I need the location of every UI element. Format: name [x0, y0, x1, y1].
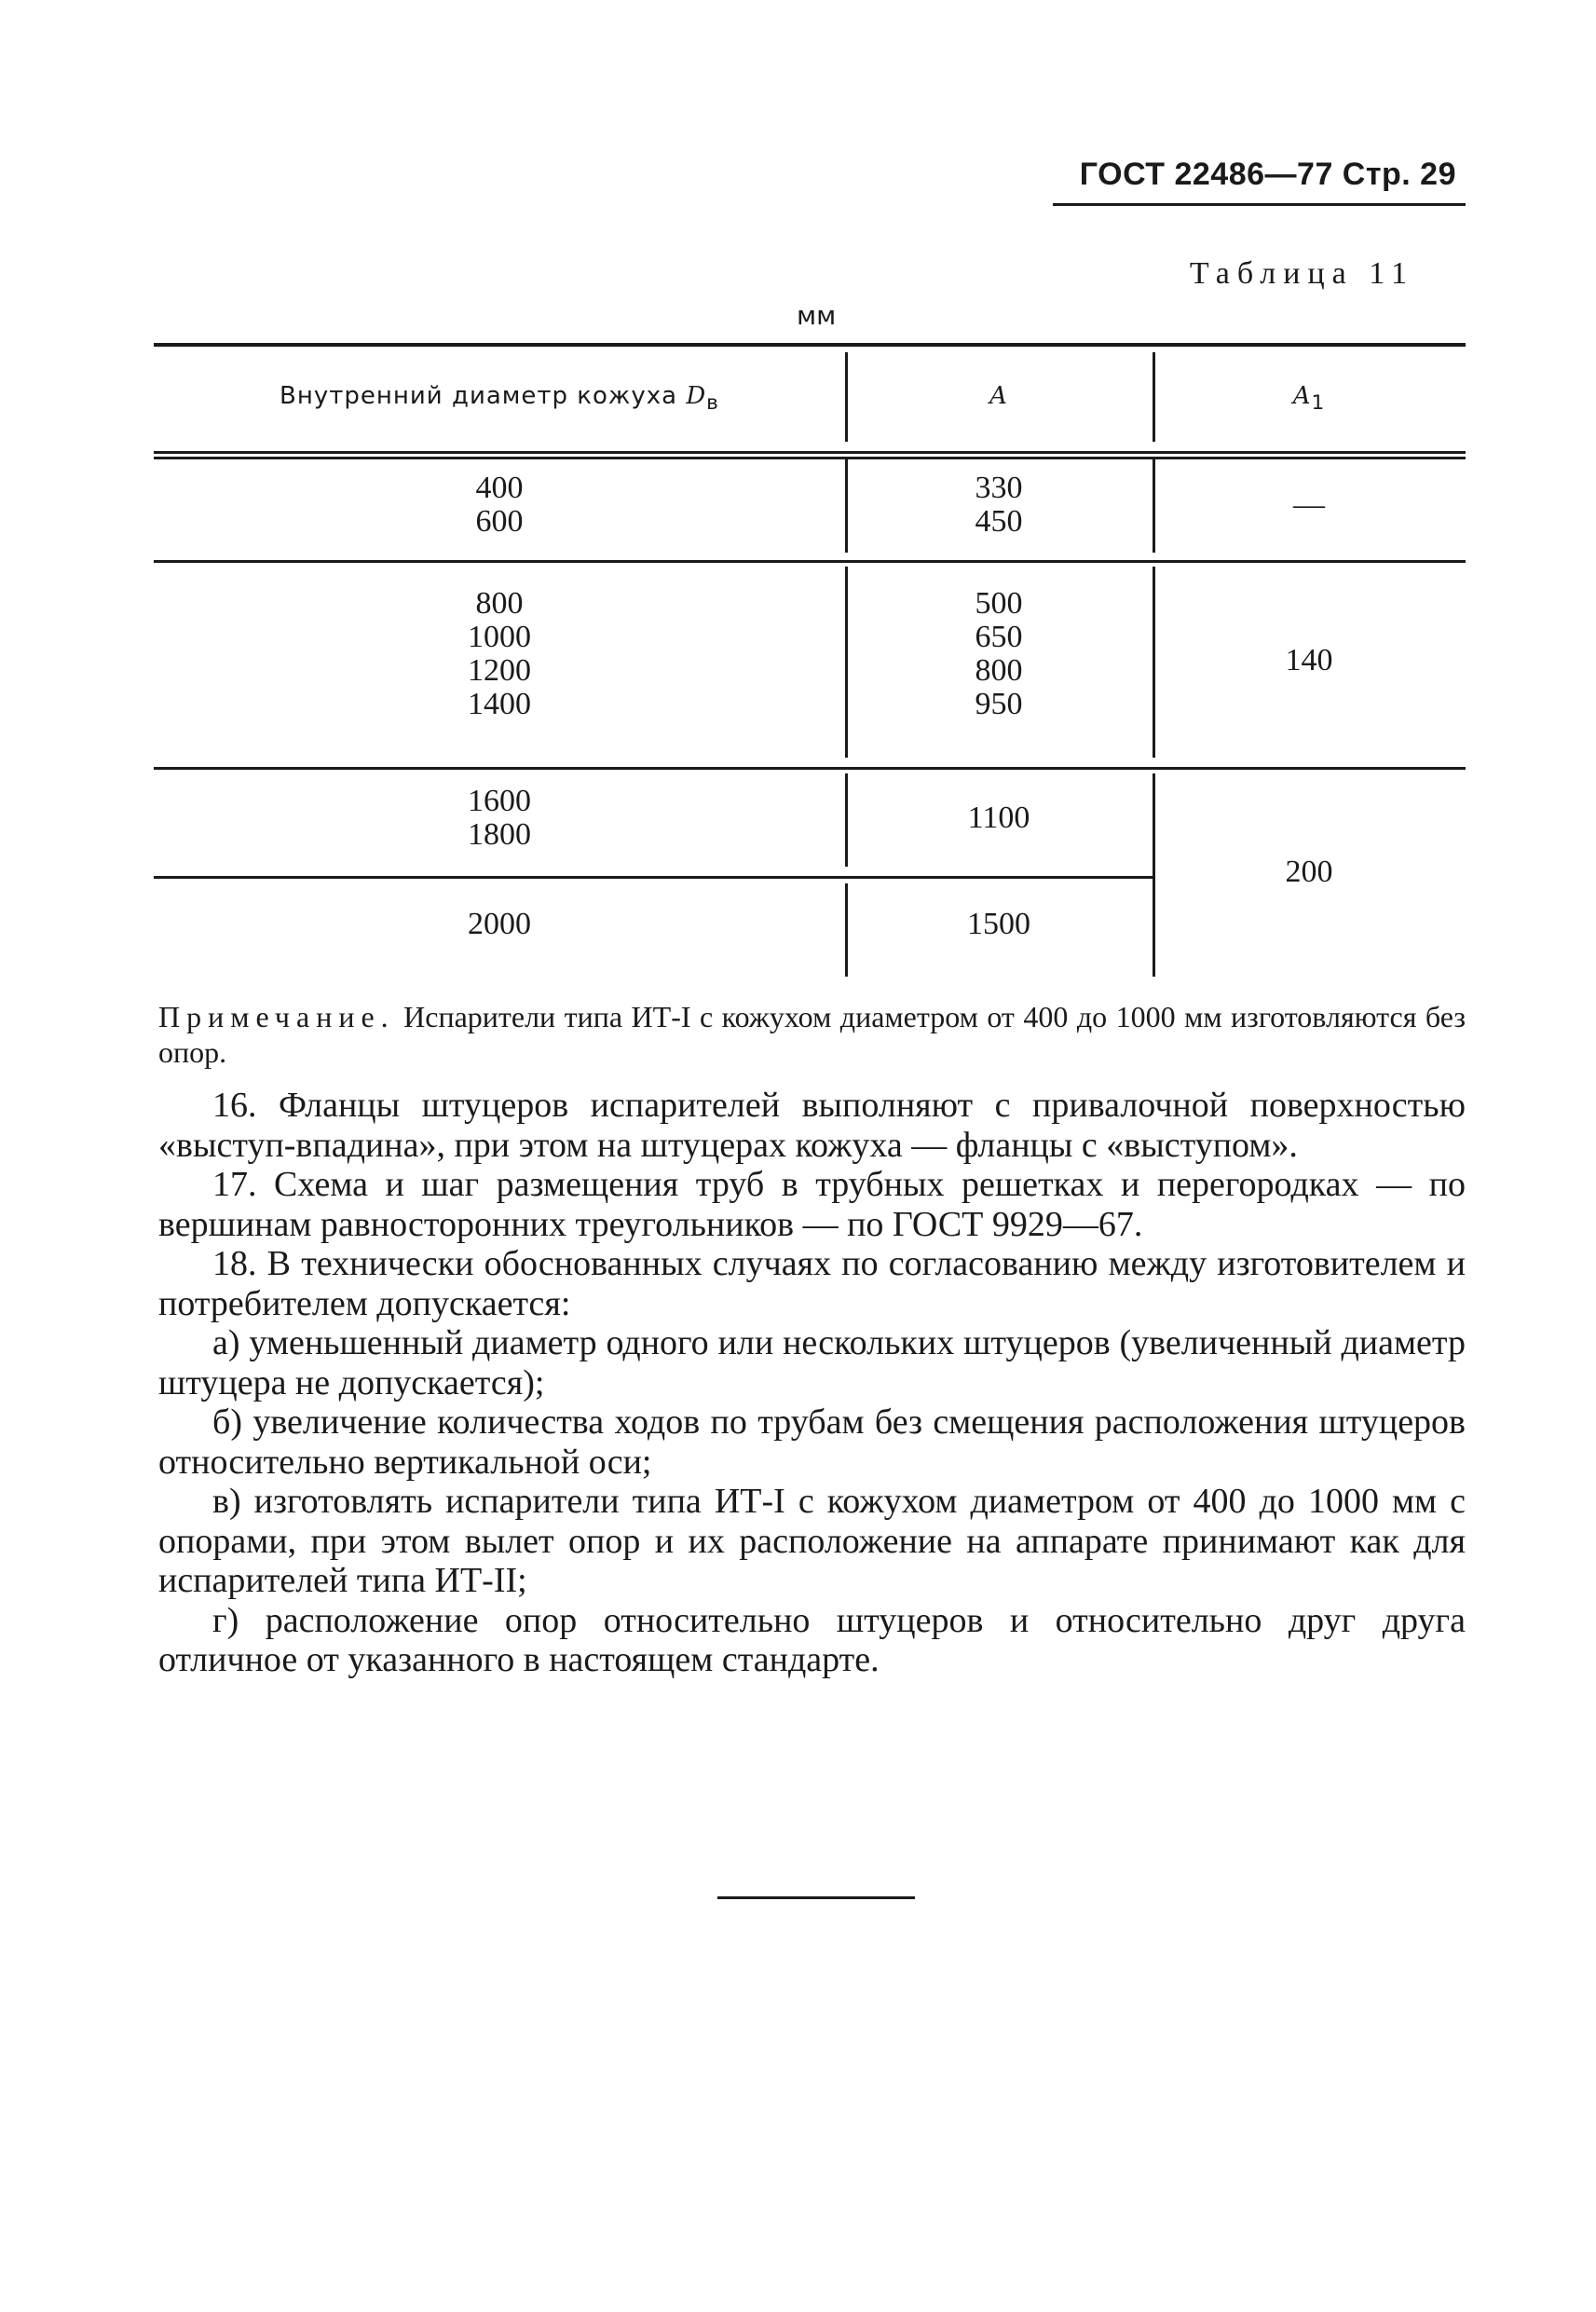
row-separator [154, 560, 1466, 563]
table-unit: мм [797, 300, 837, 331]
col-header-a: A [989, 382, 1008, 410]
col-header-diameter: Внутренний диаметр кожуха $D_в$ [280, 382, 719, 416]
note-text: Испарители типа ИТ-I с кожухом диаметром от 400 до 1000 мм изготовляются без опор. [158, 1000, 1466, 1069]
list-item-a: а) уменьшенный диаметр одного или нескольких штуцеров (увеличенный диаметр штуцера не допускается); [158, 1323, 1466, 1402]
paragraph-17: 17. Схема и шаг размещения труб в трубных решетках и перегородках — по вершинам равносторонних треугольников — по ГОСТ 9929—67. [158, 1165, 1466, 1244]
row-separator [154, 767, 1466, 770]
diameter-cell: 400 600 [475, 471, 524, 539]
end-rule [717, 1896, 915, 1899]
diameter-cell: 2000 [468, 907, 531, 941]
page-header: ГОСТ 22486—77 Стр. 29 [1079, 157, 1456, 192]
a-cell: 330 450 [975, 471, 1023, 539]
a1-cell: — [1293, 487, 1325, 522]
list-item-g: г) расположение опор относительно штуцеров и относительно друг друга отличное от указанного в настоящем стандарте. [158, 1600, 1466, 1679]
a-cell: 1500 [967, 907, 1030, 941]
dimensions-table [154, 343, 1466, 986]
a1-cell: 140 [1285, 643, 1333, 677]
list-item-b: б) увеличение количества ходов по трубам без смещения расположения штуцеров относительно вертикальной оси; [158, 1402, 1466, 1482]
a-cell: 1100 [967, 800, 1030, 835]
list-item-v: в) изготовлять испарители типа ИТ-I с кожухом диаметром от 400 до 1000 мм с опорами, при этом вылет опор и их расположение на аппарате принимают как для испарителей типа ИТ-II; [158, 1482, 1466, 1600]
paragraph-18: 18. В технически обоснованных случаях по согласованию между изготовителем и потребителем допускается: [158, 1244, 1466, 1323]
header-rule-1 [154, 451, 1466, 454]
a-cell: 500 650 800 950 [975, 586, 1023, 721]
body-text [158, 1086, 1466, 1680]
diameter-cell: 800 1000 1200 1400 [468, 586, 531, 721]
table-label: Таблица 11 [1189, 256, 1414, 291]
header-rule [1053, 203, 1466, 206]
row-separator [154, 876, 1153, 879]
table-top-rule [154, 343, 1466, 347]
col-header-a1: $A_1$ [1292, 382, 1326, 416]
paragraph-16: 16. Фланцы штуцеров испарителей выполняют с привалочной поверхностью «выступ-впадина», при этом на штуцерах кожуха — фланцы с «выступом». [158, 1086, 1466, 1165]
diameter-cell: 1600 1800 [468, 784, 531, 852]
a1-cell: 200 [1285, 855, 1333, 889]
header-rule-2 [154, 457, 1466, 459]
note-label: Примечание. [158, 1000, 395, 1033]
table-note [158, 999, 1466, 1070]
